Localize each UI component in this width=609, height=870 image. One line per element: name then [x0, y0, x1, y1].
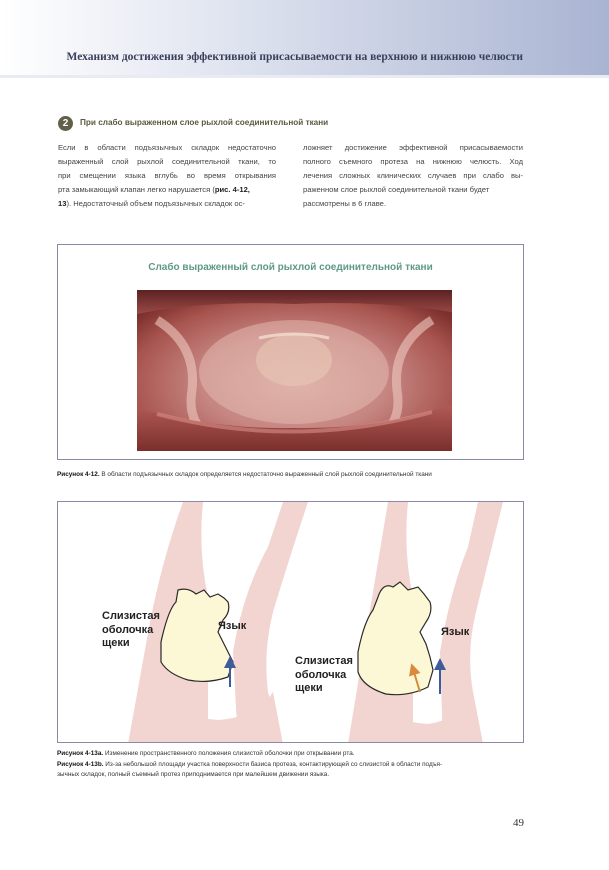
body-line: Если в области подъязычных складок недостаточно [58, 143, 276, 152]
mouth-photo-illustration [137, 290, 452, 451]
body-line: выраженный слой рыхлой соединительной ткани, то [58, 157, 276, 166]
running-header-title: Механизм достижения эффективной присасываемости на верхнюю и нижнюю челюсти [66, 51, 523, 63]
figure-4-12-frame [57, 244, 524, 460]
caption-line: Рисунок 4-13a. Изменение пространственного положения слизистой оболочки при открывании рта. [57, 750, 355, 757]
label-cheek-mucosa-right: Слизистая оболочка щеки [295, 655, 353, 694]
body-column-right [303, 141, 523, 211]
body-line: при смещении языка вглубь во время открывания [58, 171, 276, 180]
caption-line: зычных складок, полный съемный протез приподнимается при малейшем движении языка. [57, 771, 330, 778]
figure-4-12-title: Слабо выраженный слой рыхлой соединительной ткани [148, 262, 433, 273]
body-line: лечения сложных клинических случаев при слабо вы- [303, 171, 523, 180]
label-tongue-right: Язык [441, 626, 470, 638]
caption-label: Рисунок 4-13b. [57, 760, 104, 768]
figure-4-12-caption: Рисунок 4-12. В области подъязычных складок определяется недостаточно выраженный слой рыхлой соединительной ткани [57, 471, 432, 478]
figure-reference: 13 [58, 199, 67, 208]
section-title: При слабо выраженном слое рыхлой соединительной ткани [80, 118, 329, 127]
caption-line: Рисунок 4-13b. Из-за небольшой площади участка поверхности базиса протеза, контактирующей со слизистой в области подъя- [57, 760, 443, 768]
label-tongue-left: Язык [218, 620, 247, 632]
page-number: 49 [513, 817, 524, 829]
oral-cavity-photo [137, 290, 452, 451]
diagram-4-13b [348, 502, 503, 743]
ridge-bone-right [358, 582, 433, 695]
label-cheek-mucosa-left: Слизистая оболочка щеки [102, 610, 160, 649]
body-column-left [58, 141, 276, 211]
body-line: рассмотрены в 6 главе. [303, 199, 387, 208]
caption-label: Рисунок 4-12. [57, 471, 100, 478]
figure-4-13-caption [57, 749, 527, 781]
body-line: раженном слое рыхлой соединительной ткани будет [303, 185, 490, 194]
body-line-with-ref: рта замыкающий клапан легко нарушается (рис. 4-12, [58, 185, 250, 194]
section-number-badge: 2 [58, 116, 73, 131]
figure-4-13-frame [57, 501, 524, 743]
body-line-with-ref: 13). Недостаточный объем подъязычных складок ос- [58, 199, 245, 208]
caption-label: Рисунок 4-13a. [57, 750, 104, 757]
header-band [0, 0, 609, 78]
body-line: полного съемного протеза на нижнюю челюсть. Ход [303, 157, 523, 166]
body-line: ложняет достижение эффективной присасываемости [303, 143, 523, 152]
figure-reference: рис. 4-12, [214, 185, 250, 194]
